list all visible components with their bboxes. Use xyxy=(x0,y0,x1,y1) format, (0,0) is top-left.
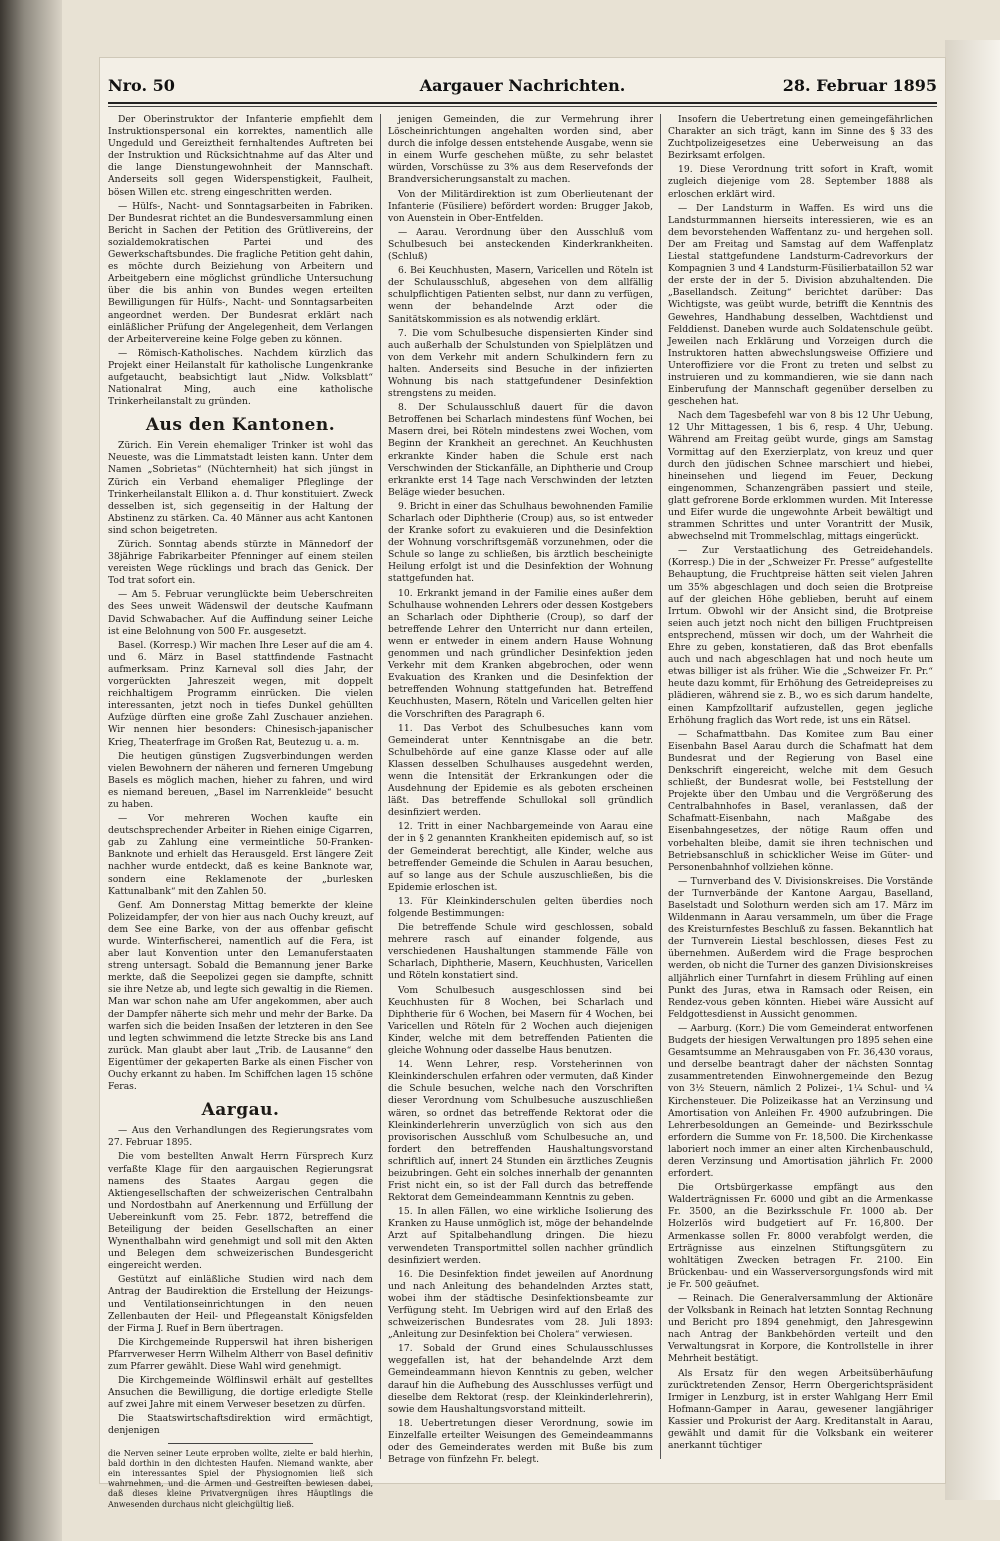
article-paragraph: Der Oberinstruktor der Infanterie empfiehlt dem Instruktionspersonal ein korrektes, namentlich alle Ungeduld und Gereiztheit fernhaltendes Auftreten bei der Instruktion und Rücksichtnahme auf das Alter und die lange Dienstungewohnheit der Mannschaft. Anderseits soll gegen Widerspenstigkeit, Faulheit, bösen Willen etc. streng eingeschritten werden. xyxy=(108,114,373,198)
article-paragraph: 9. Bricht in einer das Schulhaus bewohnenden Familie Scharlach oder Diphtherie (Croup) aus, so ist entweder der Kranke sofort zu evakuieren und die Desinfektion der Wohnung vorschriftsgemäß vorzunehmen, oder die Schule so lange zu schließen, bis ärztlich bescheinigte Heilung erfolgt ist und die Desinfektion der Wohnung stattgefunden hat. xyxy=(388,500,653,585)
article-paragraph: — Der Landsturm in Waffen. Es wird uns die Landsturmmannen hierseits interessieren, wie es an dem bevorstehenden Waffentanz zu- und hergehen soll. Der am Freitag und Samstag auf dem Waffenplatz Liestal stattgefundene Landsturm-Cadrevorkurs der Kompagnien 3 und 4 Landsturm-Füsilierbataillon 52 war der erste der in der 5. Division abzuhaltenden. Die „Basellandsch. Zeitung“ berichtet darüber: Das Wichtigste, was geübt wurde, betrifft die Kenntnis des Gewehres, Handhabung desselben, Wachtdienst und Felddienst. Daneben wurde auch Soldatenschule geübt. Jeweilen nach Erklärung und Vorzeigen durch die Instruktoren hatten abwechslungsweise Offiziere und Unteroffiziere vor die Front zu treten und selbst zu instruieren und zu kommandieren, wie sie dann nach Einberufung der Mannschaft gegenüber derselben zu geschehen hat. xyxy=(668,202,934,408)
article-paragraph: Die Ortsbürgerkasse empfängt aus den Walderträgnissen Fr. 6000 und gibt an die Armenkasse Fr. 3500, an die Bezirksschule Fr. 1000 ab. Der Holzerlös wird budgetiert auf Fr. 16,800. Der Armenkasse sollen Fr. 8000 verabfolgt werden, die Erträgnisse aus einzelnen Stiftungsgütern zu wohltätigen Zwecken betragen Fr. 2100. Ein Brückenbau- und ein Wasserversorgungsfonds wird mit je Fr. 500 geäufnet. xyxy=(668,1182,933,1290)
article-paragraph: jenigen Gemeinden, die zur Vermehrung ihrer Löscheinrichtungen angehalten worden sind, aber durch die infolge dessen entstehende Ausgabe, wenn sie in einem Wurfe geschehen müßte, zu sehr belastet würden, Vorschüsse zu 3% aus dem Reservefonds der Brandversicherungsanstalt zu machen. xyxy=(388,114,653,186)
article-paragraph: — Hülfs-, Nacht- und Sonntagsarbeiten in Fabriken. Der Bundesrat richtet an die Bundesversammlung einen Bericht in Sachen der Petition des Grütlivereins, der sozialdemokratischen Partei und des Gewerkschaftsbundes. Die fragliche Petition geht dahin, es möchte durch Beiziehung von Arbeitern und Arbeitgebern eine möglichst gründliche Untersuchung über die bis anhin von Bundes wegen erteilten Bewilligungen für Hülfs-, Nacht- und Sonntagsarbeiten angeordnet werden. Der Bundesrat erklärt nach einläßlicher Prüfung der Angelegenheit, dem Verlangen der Arbeitervereine keine Folge geben zu können. xyxy=(108,200,373,345)
article-paragraph: Nach dem Tagesbefehl war von 8 bis 12 Uhr Uebung, 12 Uhr Mittagessen, 1 bis 6, resp. 4 Uhr, Uebung. Während am Freitag geübt wurde, gings am Samstag Vormittag auf den Exerzierplatz, von kreuz und quer durch den jüdischen Schnee marschiert und hiebei, hineinsehen und liegend im Feuer, Deckung eingenommen, Schanzengräben passiert und steile, glatt gefrorene Borde erklommen wurden. Mit Interesse und Eifer wurde die ungewohnte Arbeit bewältigt und strammen Schrittes und unter Vorantritt der Musik, abwechselnd mit Trommelschlag, mittags eingerückt. xyxy=(668,410,933,543)
article-paragraph: Die vom bestellten Anwalt Herrn Fürsprech Kurz verfaßte Klage für den aargauischen Regierungsrat namens des Staates Aargau gegen die Aktiengesellschaften der schweizerischen Centralbahn und Nordostbahn auf Anerkennung und Erfüllung der Uebereinkunft vom 25. Febr. 1872, betreffend die Beteiligung der beiden Gesellschaften an einer Wynenthalbahn wird genehmigt und soll mit den Akten und Belegen dem schweizerischen Bundesgericht eingereicht werden. xyxy=(108,1151,373,1272)
article-paragraph: Insofern die Uebertretung einen gemeingefährlichen Charakter an sich trägt, kann im Sinne des § 33 des Zuchtpolizeigesetzes eine Ueberweisung an das Bezirksamt erfolgen. xyxy=(668,114,933,162)
article-paragraph: — Aarau. Verordnung über den Ausschluß vom Schulbesuch bei ansteckenden Kinderkrankheiten. (Schluß) xyxy=(388,226,653,263)
section-heading: Aus den Kantonen. xyxy=(145,415,336,436)
article-paragraph: 8. Der Schulausschluß dauert für die davon Betroffenen bei Scharlach mindestens fünf Wochen, bei Masern drei, bei Röteln mindestens zwei Wochen, vom Beginn der Krankheit an gerechnet. An Keuchhusten erkrankte Kinder haben die Schule erst nach Verschwinden der Stickanfälle, an Diphtherie und Croup erkrankte erst 14 Tage nach Verschwinden der letzten Beläge wieder besuchen. xyxy=(388,402,653,498)
header-rule-thin xyxy=(108,106,937,107)
masthead xyxy=(108,76,937,100)
article-paragraph: Zürich. Sonntag abends stürzte in Männedorf der 38jährige Fabrikarbeiter Pfenninger auf einem steilen vereisten Wege rücklings und brach das Genick. Der Tod trat sofort ein. xyxy=(108,539,373,587)
article-paragraph: 17. Sobald der Grund eines Schulausschlusses weggefallen ist, hat der behandelnde Arzt dem Gemeindeammann hievon Kenntnis zu geben, welcher darauf hin die Aufhebung des Ausschlusses verfügt und dieselbe dem Rektorat (resp. der Kleinkinderlehrerin), sowie dem Haushaltungsvorstand mitteilt. xyxy=(388,1343,653,1415)
issue-date: 28. Februar 1895 xyxy=(782,76,937,95)
column-separator xyxy=(380,114,381,1459)
article-paragraph: — Turnverband des V. Divisionskreises. Die Vorstände der Turnverbände der Kantone Aargau, Baselland, Baselstadt und Solothurn werden sich am 17. März im Wildenmann in Aarau versammeln, um über die Frage des Kreisturnfestes Beschluß zu fassen. Bekanntlich hat der Turnverein Liestal beschlossen, dieses Fest zu übernehmen. Außerdem wird die Frage besprochen werden, ob nicht die Turner des ganzen Divisionskreises alljährlich einer Turnfahrt in diesem Frühling auf einen Punkt des Juras, etwa in Ramsach oder Reisen, ein Rendez-vous geben könnten. Hiebei wäre Aussicht auf Feldgottesdienst in Aussicht genommen. xyxy=(668,875,933,1020)
article-paragraph: Basel. (Korresp.) Wir machen Ihre Leser auf die am 4. und 6. März in Basel stattfindende Fastnacht aufmerksam. Prinz Karneval soll dies Jahr, der vorgerückten Jahreszeit wegen, mit doppelt reichhaltigem Programm einrücken. Die vielen interessanten, jetzt noch in tiefes Dunkel gehüllten Aufzüge dürften eine große Zahl Zuschauer anziehen. Wir nennen hier besonders: Chinesisch-japanischer Krieg, Theaterfrage im Großen Rat, Beutezug u. a. m. xyxy=(108,639,373,748)
article-paragraph: Als Ersatz für den wegen Arbeitsüberhäufung zurücktretenden Zensor, Herrn Obergerichtspräsident Irmiger in Lenzburg, ist in erster Wahlgang Herr Emil Hofmann-Gamper in Aarau, gewesener langjähriger Kassier und Prokurist der Aarg. Kreditanstalt in Aarau, gewählt und damit für die Volksbank ein weiterer anerkannt tüchtiger xyxy=(668,1367,933,1452)
article-paragraph: — Vor mehreren Wochen kaufte ein deutschsprechender Arbeiter in Riehen einige Cigarren, gab zu Zahlung eine vermeintliche 50-Franken-Banknote und erhielt das Herausgeld. Erst längere Zeit nachher wurde entdeckt, daß es keine Banknote war, sondern eine Reklamenote der „burlesken Kattunalbank“ mit den Zahlen 50. xyxy=(108,813,373,897)
column-3 xyxy=(668,114,933,1459)
article-paragraph: 11. Das Verbot des Schulbesuches kann vom Gemeinderat unter Kenntnisgabe an die betr. Schulbehörde auf eine ganze Klasse oder auf alle Klassen desselben Schulhauses ausgedehnt werden, wenn die Intensität der Erkrankungen oder die Ausdehnung der Epidemie es als geboten erscheinen läßt. Das betreffende Schullokal soll gründlich desinfiziert werden. xyxy=(388,722,653,819)
article-paragraph: 16. Die Desinfektion findet jeweilen auf Anordnung und nach Anleitung des behandelnden Arztes statt, wobei ihm der städtische Desinfektionsbeamte zur Verfügung steht. Im Uebrigen wird auf den Erlaß des schweizerischen Bundesrates vom 28. Juli 1893: „Anleitung zur Desinfektion bei Cholera“ verwiesen. xyxy=(388,1268,653,1341)
article-paragraph: — Zur Verstaatlichung des Getreidehandels. (Korresp.) Die in der „Schweizer Fr. Presse“ aufgestellte Behauptung, die Fruchtpreise hätten seit vielen Jahren um 35% abgeschlagen und doch seien die Brotpreise auf der gleichen Höhe geblieben, beruht auf einem Irrtum. Obwohl wir der Ansicht sind, die Brotpreise seien auch jetzt noch nicht den billigen Fruchtpreisen entsprechend, müssen wir doch, um der Wahrheit die Ehre zu geben, konstatieren, daß das Brot ebenfalls auch und nach abgeschlagen hat und noch heute um etwas billiger ist als früher. Wie die „Schweizer Fr. Pr.“ heute dazu kommt, für Erhöhung des Getreidepreises zu plädieren, während sie z. B., wo es sich darum handelte, einen Kampfzolltarif aufzustellen, gegen jegliche Erhöhung fraglich das Wort rede, ist uns ein Rätsel. xyxy=(668,545,933,726)
article-paragraph: Die Kirchgemeinde Rupperswil hat ihren bisherigen Pfarrverweser Herrn Wilhelm Altherr von Basel definitiv zum Pfarrer gewählt. Diese Wahl wird genehmigt. xyxy=(108,1336,373,1372)
column-1 xyxy=(108,114,373,1509)
article-paragraph: 6. Bei Keuchhusten, Masern, Varicellen und Röteln ist der Schulausschluß, abgesehen von dem allfällig schulpflichtigen Patienten selbst, nur dann zu verfügen, wenn der behandelnde Arzt oder die Sanitätskommission es als notwendig erklärt. xyxy=(388,265,653,325)
article-paragraph: Gestützt auf einläßliche Studien wird nach dem Antrag der Baudirektion die Erstellung der Heizungs- und Ventilationseinrichtungen in den neuen Zellenbauten der Heil- und Pflegeanstalt Königsfelden der Firma J. Ruef in Bern übertragen. xyxy=(108,1274,373,1334)
article-paragraph: — Römisch-Katholisches. Nachdem kürzlich das Projekt einer Heilanstalt für katholische Lungenkranke aufgetaucht, beabsichtigt laut „Nidw. Volksblatt“ Nationalrat Ming, auch eine katholische Trinkerheilanstalt zu gründen. xyxy=(108,347,373,408)
article-paragraph: 14. Wenn Lehrer, resp. Vorsteherinnen von Kleinkinderschulen erfahren oder vermuten, daß Kinder die Schule besuchen, welche nach den Vorschriften dieser Verordnung vom Schulbesuche auszuschließen wären, so ordnet das betreffende Rektorat oder die Kleinkinderlehrerin unverzüglich von sich aus den provisorischen Ausschluß vom Schulbesuche an, und fordert den betreffenden Haushaltungsvorstand schriftlich auf, innert 24 Stunden ein ärztliches Zeugnis beizubringen. Geht ein solches innerhalb der genannten Frist nicht ein, so ist der Fall durch das betreffende Rektorat dem Gemeindeammann Kenntnis zu geben. xyxy=(388,1059,653,1204)
feuilleton-footnote: die Nerven seiner Leute erproben wollte, zielte er bald hierhin, bald dorthin in den dichtesten Haufen. Niemand wankte, aber ein interessantes Spiel der Physiognomien ließ sich wahrnehmen, und die Armen und Gestreiften bewiesen dabei, daß dieses kleine Privatvergnügen ihres Häuptlings die Anwesenden durchaus nicht gleichgültig ließ. xyxy=(108,1448,373,1509)
newspaper-title: Aargauer Nachrichten. xyxy=(419,76,626,95)
article-paragraph: 12. Tritt in einer Nachbargemeinde von Aarau eine der in § 2 genannten Krankheiten epidemisch auf, so ist der Gemeinderat berechtigt, alle Kinder, welche aus betreffender Gemeinde die Schulen in Aarau besuchen, auf so lange aus der Schule auszuschließen, bis die Epidemie erloschen ist. xyxy=(388,821,653,893)
article-paragraph: 18. Uebertretungen dieser Verordnung, sowie im Einzelfalle erteilter Weisungen des Gemeindeammanns oder des Gemeinderates werden mit Buße bis zum Betrage von fünfzehn Fr. belegt. xyxy=(388,1417,653,1466)
article-paragraph: 13. Für Kleinkinderschulen gelten überdies noch folgende Bestimmungen: xyxy=(388,895,653,919)
column-separator xyxy=(660,114,661,1459)
article-paragraph: Die heutigen günstigen Zugsverbindungen werden vielen Bewohnern der näheren und ferneren Umgebung Basels es möglich machen, hieher zu fahren, und wird es niemand bereuen, „Basel im Narrenkleide“ besucht zu haben. xyxy=(108,750,373,810)
article-paragraph: Genf. Am Donnerstag Mittag bemerkte der kleine Polizeidampfer, der von hier aus nach Ouchy kreuzt, auf dem See eine Barke, von der aus offenbar gefischt wurde. Winterfischerei, namentlich auf die Fera, ist aber laut Konvention unter den Lemanuferstaaten streng untersagt. Sobald die Bemannung jener Barke merkte, daß die Seepolizei gegen sie dampfte, schnitt sie ihre Netze ab, und legte sich gewaltig in die Riemen. Man war schon nahe am Ufer angekommen, aber auch der Dampfer näherte sich mehr und mehr der Barke. Da warfen sich die beiden Insaßen der letzteren in den See und legten schwimmend die letzte Strecke bis ans Land zurück. Man glaubt aber laut „Trib. de Lausanne“ den Eigentümer der gekaperten Barke als einen Fischer von Ouchy erkannt zu haben. Im Schiffchen lagen 15 schöne Feras. xyxy=(108,899,373,1093)
newspaper-page xyxy=(100,58,945,1509)
article-paragraph: — Reinach. Die Generalversammlung der Aktionäre der Volksbank in Reinach hat letzten Sonntag Rechnung und Bericht pro 1894 genehmigt, den Jahresgewinn nach Antrag der Bankbehörden verteilt und den Verwaltungsrat in Korpore, die Kontrollstelle in ihrer Mehrheit bestätigt. xyxy=(668,1293,933,1365)
article-paragraph: 10. Erkrankt jemand in der Familie eines außer dem Schulhause wohnenden Lehrers oder dessen Kostgebers an Scharlach oder Diphtherie (Croup), so darf der betreffende Lehrer den Unterricht nur dann erteilen, wenn er entweder in einem andern Hause Wohnung genommen und nach gründlicher Desinfektion jeden Verkehr mit dem Kranken abgebrochen, oder wenn Evakuation des Kranken und die Desinfektion der betreffenden Wohnung stattgefunden hat. Betreffend Keuchhusten, Masern, Röteln und Varicellen gelten hier die Vorschriften des Paragraph 6. xyxy=(388,587,653,720)
article-paragraph: Die Kirchgemeinde Wölflinswil erhält auf gestelltes Ansuchen die Bewilligung, die dortige erledigte Stelle auf zwei Jahre mit einem Verweser besetzen zu dürfen. xyxy=(108,1375,373,1411)
article-paragraph: 7. Die vom Schulbesuche dispensierten Kinder sind auch außerhalb der Schulstunden von Spielplätzen und von dem Verkehr mit andern Schulkindern fern zu halten. Anderseits sind Besuche in der infizierten Wohnung bis nach stattgefundener Desinfektion strengstens zu meiden. xyxy=(388,327,653,400)
page-edge xyxy=(945,40,1000,1500)
article-paragraph: — Schafmattbahn. Das Komitee zum Bau einer Eisenbahn Basel Aarau durch die Schafmatt hat dem Bundesrat und der Regierung von Basel eine Denkschrift eingereicht, welche mit dem Gesuch schließt, der Bundesrat wolle, bei Feststellung der Projekte über den Umbau und die Vergrößerung des Centralbahnhofes in Basel, veranlassen, daß der Schafmatt-Eisenbahn, nach Maßgabe des Eisenbahngesetzes, der nötige Raum offen und vorbehalten bleibe, damit sie ihren technischen und Betriebsanschluß in schicklicher Weise im Güter- und Personenbahnhof vollziehen könne. xyxy=(668,728,933,873)
column-2 xyxy=(388,114,653,1466)
footnote-rule xyxy=(168,1443,313,1444)
article-paragraph: Vom Schulbesuch ausgeschlossen sind bei Keuchhusten für 8 Wochen, bei Scharlach und Diphtherie für 6 Wochen, bei Masern für 4 Wochen, bei Varicellen und Röteln für 2 Wochen auch diejenigen Kinder, welche mit dem betreffenden Patienten die gleiche Wohnung oder dasselbe Haus benutzen. xyxy=(388,984,653,1057)
article-paragraph: Die Staatswirtschaftsdirektion wird ermächtigt, denjenigen xyxy=(108,1413,373,1437)
section-heading: Aargau. xyxy=(201,1100,280,1121)
article-paragraph: 19. Diese Verordnung tritt sofort in Kraft, womit zugleich diejenige vom 28. September 1888 als erloschen erklärt wird. xyxy=(668,164,933,200)
article-paragraph: Von der Militärdirektion ist zum Oberlieutenant der Infanterie (Füsiliere) befördert worden: Brugger Jakob, von Auenstein in Ober-Entfelden. xyxy=(388,188,653,224)
article-paragraph: Die betreffende Schule wird geschlossen, sobald mehrere rasch auf einander folgende, aus verschiedenen Haushaltungen stammende Fälle von Scharlach, Diphtherie, Masern, Keuchhusten, Varicellen und Röteln konstatiert sind. xyxy=(388,922,653,982)
book-spine xyxy=(0,0,62,1541)
article-paragraph: Zürich. Ein Verein ehemaliger Trinker ist wohl das Neueste, was die Limmatstadt leisten kann. Unter dem Namen „Sobrietas“ (Nüchternheit) hat sich jüngst in Zürich ein Verband ehemaliger Pfleglinge der Trinkerheilanstalt Ellikon a. d. Thur konstituiert. Zweck desselben ist, sich gegenseitig in der Haltung der Abstinenz zu stärken. Ca. 40 Männer aus acht Kantonen sind schon beigetreten. xyxy=(108,440,373,536)
article-paragraph: — Aus den Verhandlungen des Regierungsrates vom 27. Februar 1895. xyxy=(108,1125,373,1149)
header-rule xyxy=(108,102,937,104)
issue-number: Nro. 50 xyxy=(108,76,175,95)
article-paragraph: 15. In allen Fällen, wo eine wirkliche Isolierung des Kranken zu Hause unmöglich ist, möge der behandelnde Arzt auf Spitalbehandlung dringen. Die hiezu verwendeten Transportmittel sollen nachher gründlich desinfiziert werden. xyxy=(388,1206,653,1266)
article-paragraph: — Am 5. Februar verunglückte beim Ueberschreiten des Sees unweit Wädenswil der deutsche Kaufmann David Schwabacher. Auf die Auffindung seiner Leiche ist eine Belohnung von 500 Fr. ausgesetzt. xyxy=(108,589,373,637)
article-paragraph: — Aarburg. (Korr.) Die vom Gemeinderat entworfenen Budgets der hiesigen Verwaltungen pro 1895 sehen eine Gesamtsumme an Mehrausgaben von Fr. 36,430 voraus, und derselbe beantragt daher der nächsten Sonntag zusammentretenden Einwohnergemeinde den Bezug von 3½ Steuern, nämlich 2 Polizei-, 1¼ Schul- und ¼ Kirchensteuer. Die Polizeikasse hat an Verzinsung und Amortisation von Anleihen Fr. 4900 aufzubringen. Die Lehrerbesoldungen an Gemeinde- und Bezirksschule erfordern die Summe von Fr. 18,500. Die Kirchenkasse laboriert noch immer an einer alten Kirchenbauschuld, deren Verzinsung und Amortisation jährlich Fr. 2000 erfordert. xyxy=(668,1022,933,1180)
